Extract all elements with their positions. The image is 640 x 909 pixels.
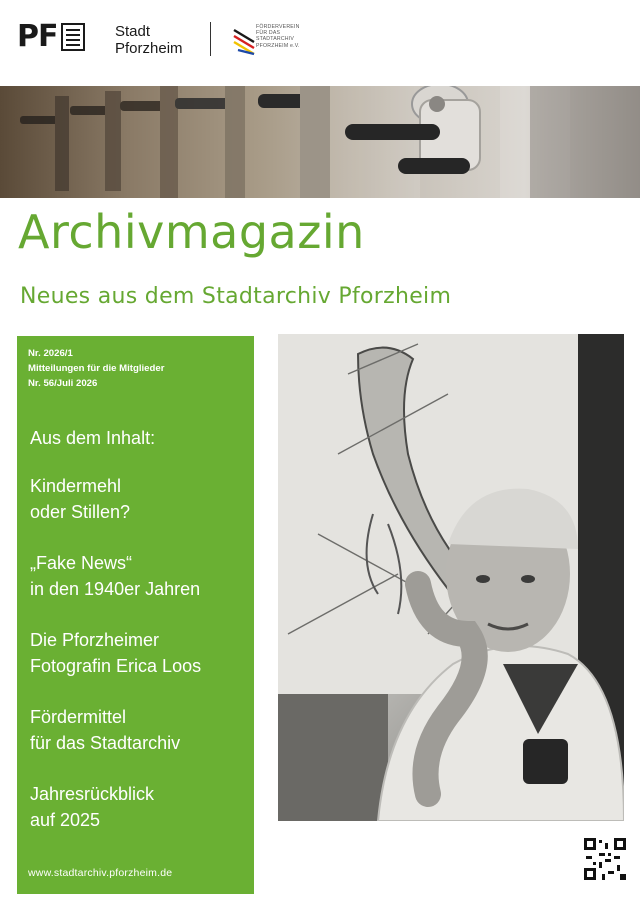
pf-logo (17, 19, 85, 54)
website-link[interactable]: www.stadtarchiv.pforzheim.de (28, 867, 173, 879)
magazine-subtitle: Neues aus dem Stadtarchiv Pforzheim (20, 284, 452, 309)
qr-code-icon[interactable] (584, 838, 626, 880)
verein-line: FÜR DAS (256, 30, 281, 37)
issue-audience: Mitteilungen für die Mitglieder (28, 363, 165, 374)
contents-item: „Fake News“ in den 1940er Jahren (30, 553, 201, 599)
city-name (115, 23, 183, 57)
foerderverein-text (256, 24, 300, 49)
archive-handles-illustration (0, 86, 640, 198)
artist-portrait-image (278, 334, 624, 821)
issue-number: Nr. 2026/1 (28, 348, 73, 359)
header (0, 0, 640, 86)
banner-image (0, 86, 640, 198)
verein-line: PFORZHEIM e.V. (256, 42, 300, 49)
issue-edition: Nr. 56/Juli 2026 (28, 378, 98, 389)
verein-line: STADTARCHIV (256, 36, 295, 43)
pf-logo-letters: PF (17, 19, 58, 54)
contents-item: Die Pforzheimer Fotografin Erica Loos (30, 630, 202, 676)
contents-item: Fördermittel für das Stadtarchiv (30, 707, 181, 753)
magazine-title: Archivmagazin (18, 205, 365, 259)
contents-item: Jahresrückblick auf 2025 (30, 784, 155, 830)
cover-photo (278, 334, 624, 821)
contents-panel (17, 336, 254, 894)
foerderverein-logo (232, 24, 302, 58)
city-line-2: Pforzheim (115, 40, 183, 57)
city-line-1: Stadt (115, 23, 151, 40)
pf-logo-mark-icon (61, 23, 85, 51)
header-divider (210, 22, 211, 56)
qr-code-graphic (584, 838, 626, 880)
foerderverein-stripes-icon (232, 28, 256, 56)
verein-line: FÖRDERVEREIN (256, 24, 300, 30)
issue-info (28, 346, 164, 391)
contents-heading: Aus dem Inhalt: (30, 428, 156, 448)
contents-item: Kindermehl oder Stillen? (30, 476, 131, 522)
contents-list (30, 474, 245, 859)
